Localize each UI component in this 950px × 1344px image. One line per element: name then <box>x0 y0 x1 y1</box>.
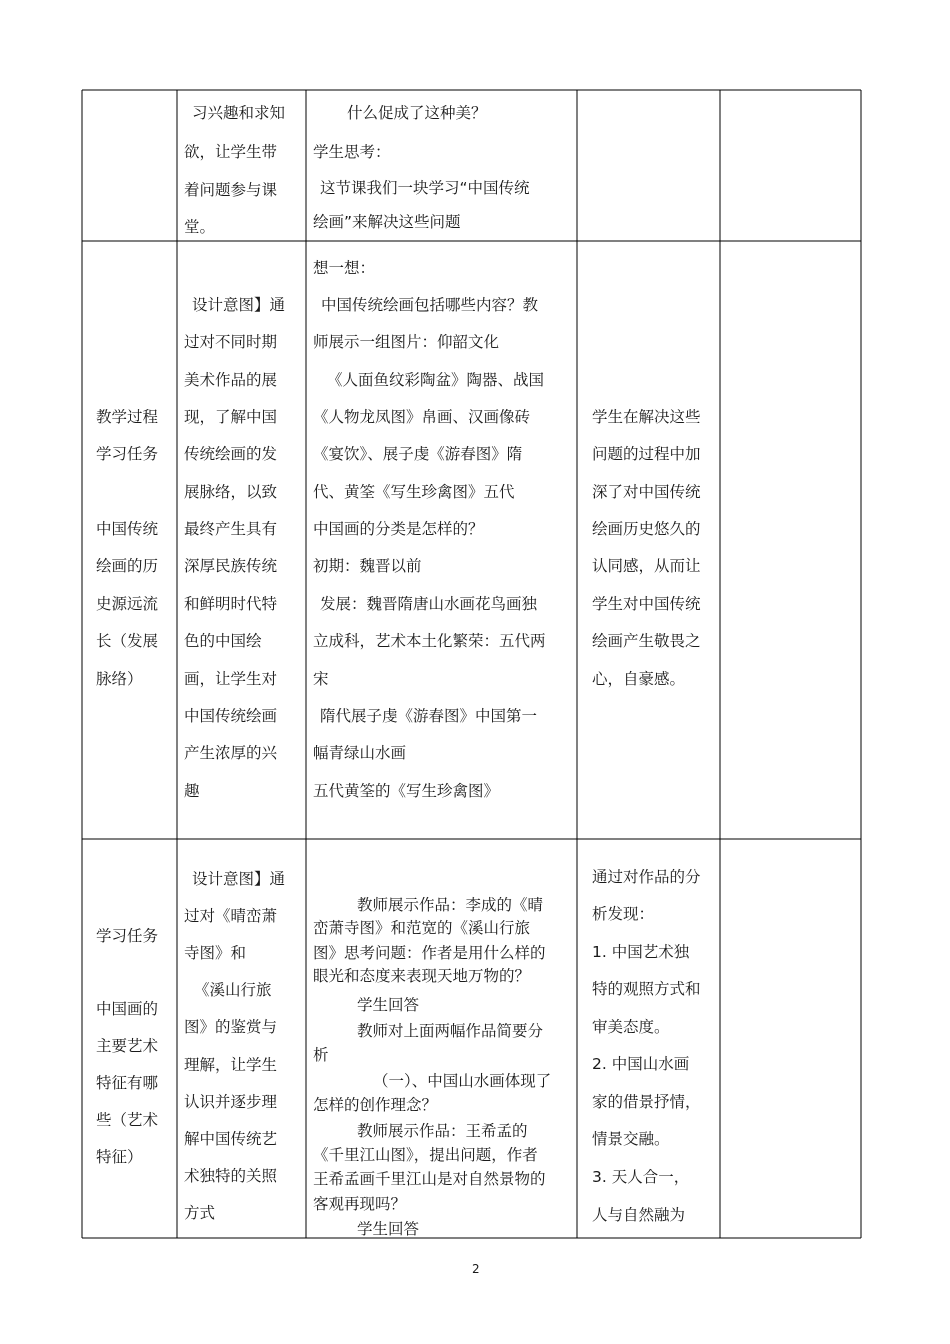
text-line: 史源远流 <box>96 595 159 613</box>
text-line: 峦萧寺图》和范宽的《溪山行旅 <box>313 919 531 937</box>
text-line: 中国传统绘画包括哪些内容？教 <box>321 296 539 314</box>
text-line: 深厚民族传统 <box>184 557 278 575</box>
text-line: 特的观照方式和 <box>592 980 701 998</box>
text-line: 学生思考： <box>313 143 391 161</box>
text-line: 设计意图】通 <box>192 296 286 314</box>
text-line: 2. 中国山水画 <box>592 1055 690 1073</box>
text-line: 幅青绿山水画 <box>313 744 407 762</box>
text-line: 王希孟画千里江山是对自然景物的 <box>313 1170 546 1188</box>
text-line: 认识并逐步理 <box>184 1093 278 1111</box>
text-line: 五代黄筌的《写生珍禽图》 <box>313 782 500 800</box>
text-line: 中国画的分类是怎样的？ <box>313 520 484 538</box>
text-line: 3. 天人合一， <box>592 1168 690 1186</box>
text-line: 趣 <box>184 782 200 800</box>
text-line: 析发现： <box>592 905 655 923</box>
text-line: 特征） <box>96 1148 143 1166</box>
text-line: 图》思考问题：作者是用什么样的 <box>313 944 546 962</box>
text-line: 学生回答 <box>357 1220 420 1238</box>
text-line: 人与自然融为 <box>592 1206 686 1224</box>
text-line: 1. 中国艺术独 <box>592 943 690 961</box>
text-line: 想一想： <box>313 259 376 277</box>
text-line: 堂。 <box>184 218 216 236</box>
text-line: 中国画的 <box>96 1000 159 1018</box>
text-line: 设计意图】通 <box>192 870 286 888</box>
text-line: 立成科，艺术本土化繁荣：五代两 <box>313 632 546 650</box>
text-line: 情景交融。 <box>592 1130 670 1148</box>
text-line: 《千里江山图》，提出问题，作者 <box>313 1146 538 1164</box>
text-line: 展脉络，以致 <box>184 483 278 501</box>
text-line: 绘画的历 <box>96 557 159 575</box>
text-line: 绘画”来解决这些问题 <box>313 213 461 231</box>
text-line: 心，自豪感。 <box>592 670 686 688</box>
text-line: 着问题参与课 <box>184 181 278 199</box>
text-line: 发展：魏晋隋唐山水画花鸟画独 <box>320 595 538 613</box>
text-line: 客观再现吗？ <box>313 1195 407 1213</box>
text-line: 习兴趣和求知 <box>192 104 286 122</box>
text-line: 最终产生具有 <box>184 520 278 538</box>
text-line: 现，了解中国 <box>184 408 278 426</box>
text-line: 教师对上面两幅作品简要分 <box>357 1022 544 1040</box>
text-line: 方式 <box>184 1204 216 1222</box>
text-line: 脉络） <box>96 670 143 688</box>
text-line: 教学过程 <box>96 408 159 426</box>
text-line: 寺图》和 <box>184 944 247 962</box>
text-line: 代、黄筌《写生珍禽图》五代 <box>313 483 515 501</box>
text-line: 理解，让学生 <box>184 1056 278 1074</box>
text-line: 色的中国绘 <box>184 632 262 650</box>
text-line: 《人物龙凤图》帛画、汉画像砖 <box>313 408 531 426</box>
text-line: 隋代展子虔《游春图》中国第一 <box>320 707 538 725</box>
text-line: 过对《晴峦萧 <box>184 907 278 925</box>
text-line: 初期：魏晋以前 <box>313 557 422 575</box>
text-line: 解中国传统艺 <box>184 1130 278 1148</box>
text-line: 些（艺术 <box>96 1111 159 1129</box>
text-line: 通过对作品的分 <box>592 868 701 886</box>
text-line: 认同感，从而让 <box>592 557 701 575</box>
text-line: 教师展示作品：王希孟的 <box>357 1122 528 1140</box>
text-line: 特征有哪 <box>96 1074 159 1092</box>
text-line: 教师展示作品：李成的《晴 <box>357 896 544 914</box>
text-line: 《人面鱼纹彩陶盆》陶器、战国 <box>327 371 545 389</box>
text-line: 长（发展 <box>96 632 159 650</box>
text-line: 家的借景抒情， <box>592 1093 701 1111</box>
text-line: 主要艺术 <box>96 1037 159 1055</box>
text-line: 中国传统绘画 <box>184 707 278 725</box>
text-line: 师展示一组图片：仰韶文化 <box>313 333 500 351</box>
text-line: 审美态度。 <box>592 1018 670 1036</box>
page-number: 2 <box>472 1262 480 1276</box>
text-line: 和鲜明时代特 <box>184 595 278 613</box>
text-line: 画，让学生对 <box>184 670 278 688</box>
text-line: 美术作品的展 <box>184 371 278 389</box>
text-line: 析 <box>313 1046 329 1064</box>
text-line: 深了对中国传统 <box>592 483 701 501</box>
text-line: 欲，让学生带 <box>184 143 278 161</box>
text-line: 《宴饮》、展子虔《游春图》隋 <box>313 445 523 463</box>
text-line: 怎样的创作理念？ <box>313 1096 438 1114</box>
text-line: 绘画历史悠久的 <box>592 520 701 538</box>
text-line: 绘画产生敬畏之 <box>592 632 701 650</box>
text-line: 过对不同时期 <box>184 333 278 351</box>
text-line: 学生对中国传统 <box>592 595 701 613</box>
text-line: 产生浓厚的兴 <box>184 744 278 762</box>
text-line: 《溪山行旅 <box>194 981 272 999</box>
text-line: 学生在解决这些 <box>592 408 701 426</box>
text-line: 传统绘画的发 <box>184 445 278 463</box>
text-line: 这节课我们一块学习“中国传统 <box>320 179 530 197</box>
text-line: （一）、中国山水画体现了 <box>373 1072 552 1090</box>
text-line: 术独特的关照 <box>184 1167 278 1185</box>
text-line: 什么促成了这种美？ <box>347 104 487 122</box>
text-line: 眼光和态度来表现天地万物的？ <box>313 967 531 985</box>
text-line: 学生回答 <box>357 996 420 1014</box>
text-line: 学习任务 <box>96 445 159 463</box>
text-line: 问题的过程中加 <box>592 445 701 463</box>
text-line: 宋 <box>313 670 329 688</box>
text-line: 学习任务 <box>96 927 159 945</box>
text-line: 图》的鉴赏与 <box>184 1018 278 1036</box>
text-line: 中国传统 <box>96 520 159 538</box>
